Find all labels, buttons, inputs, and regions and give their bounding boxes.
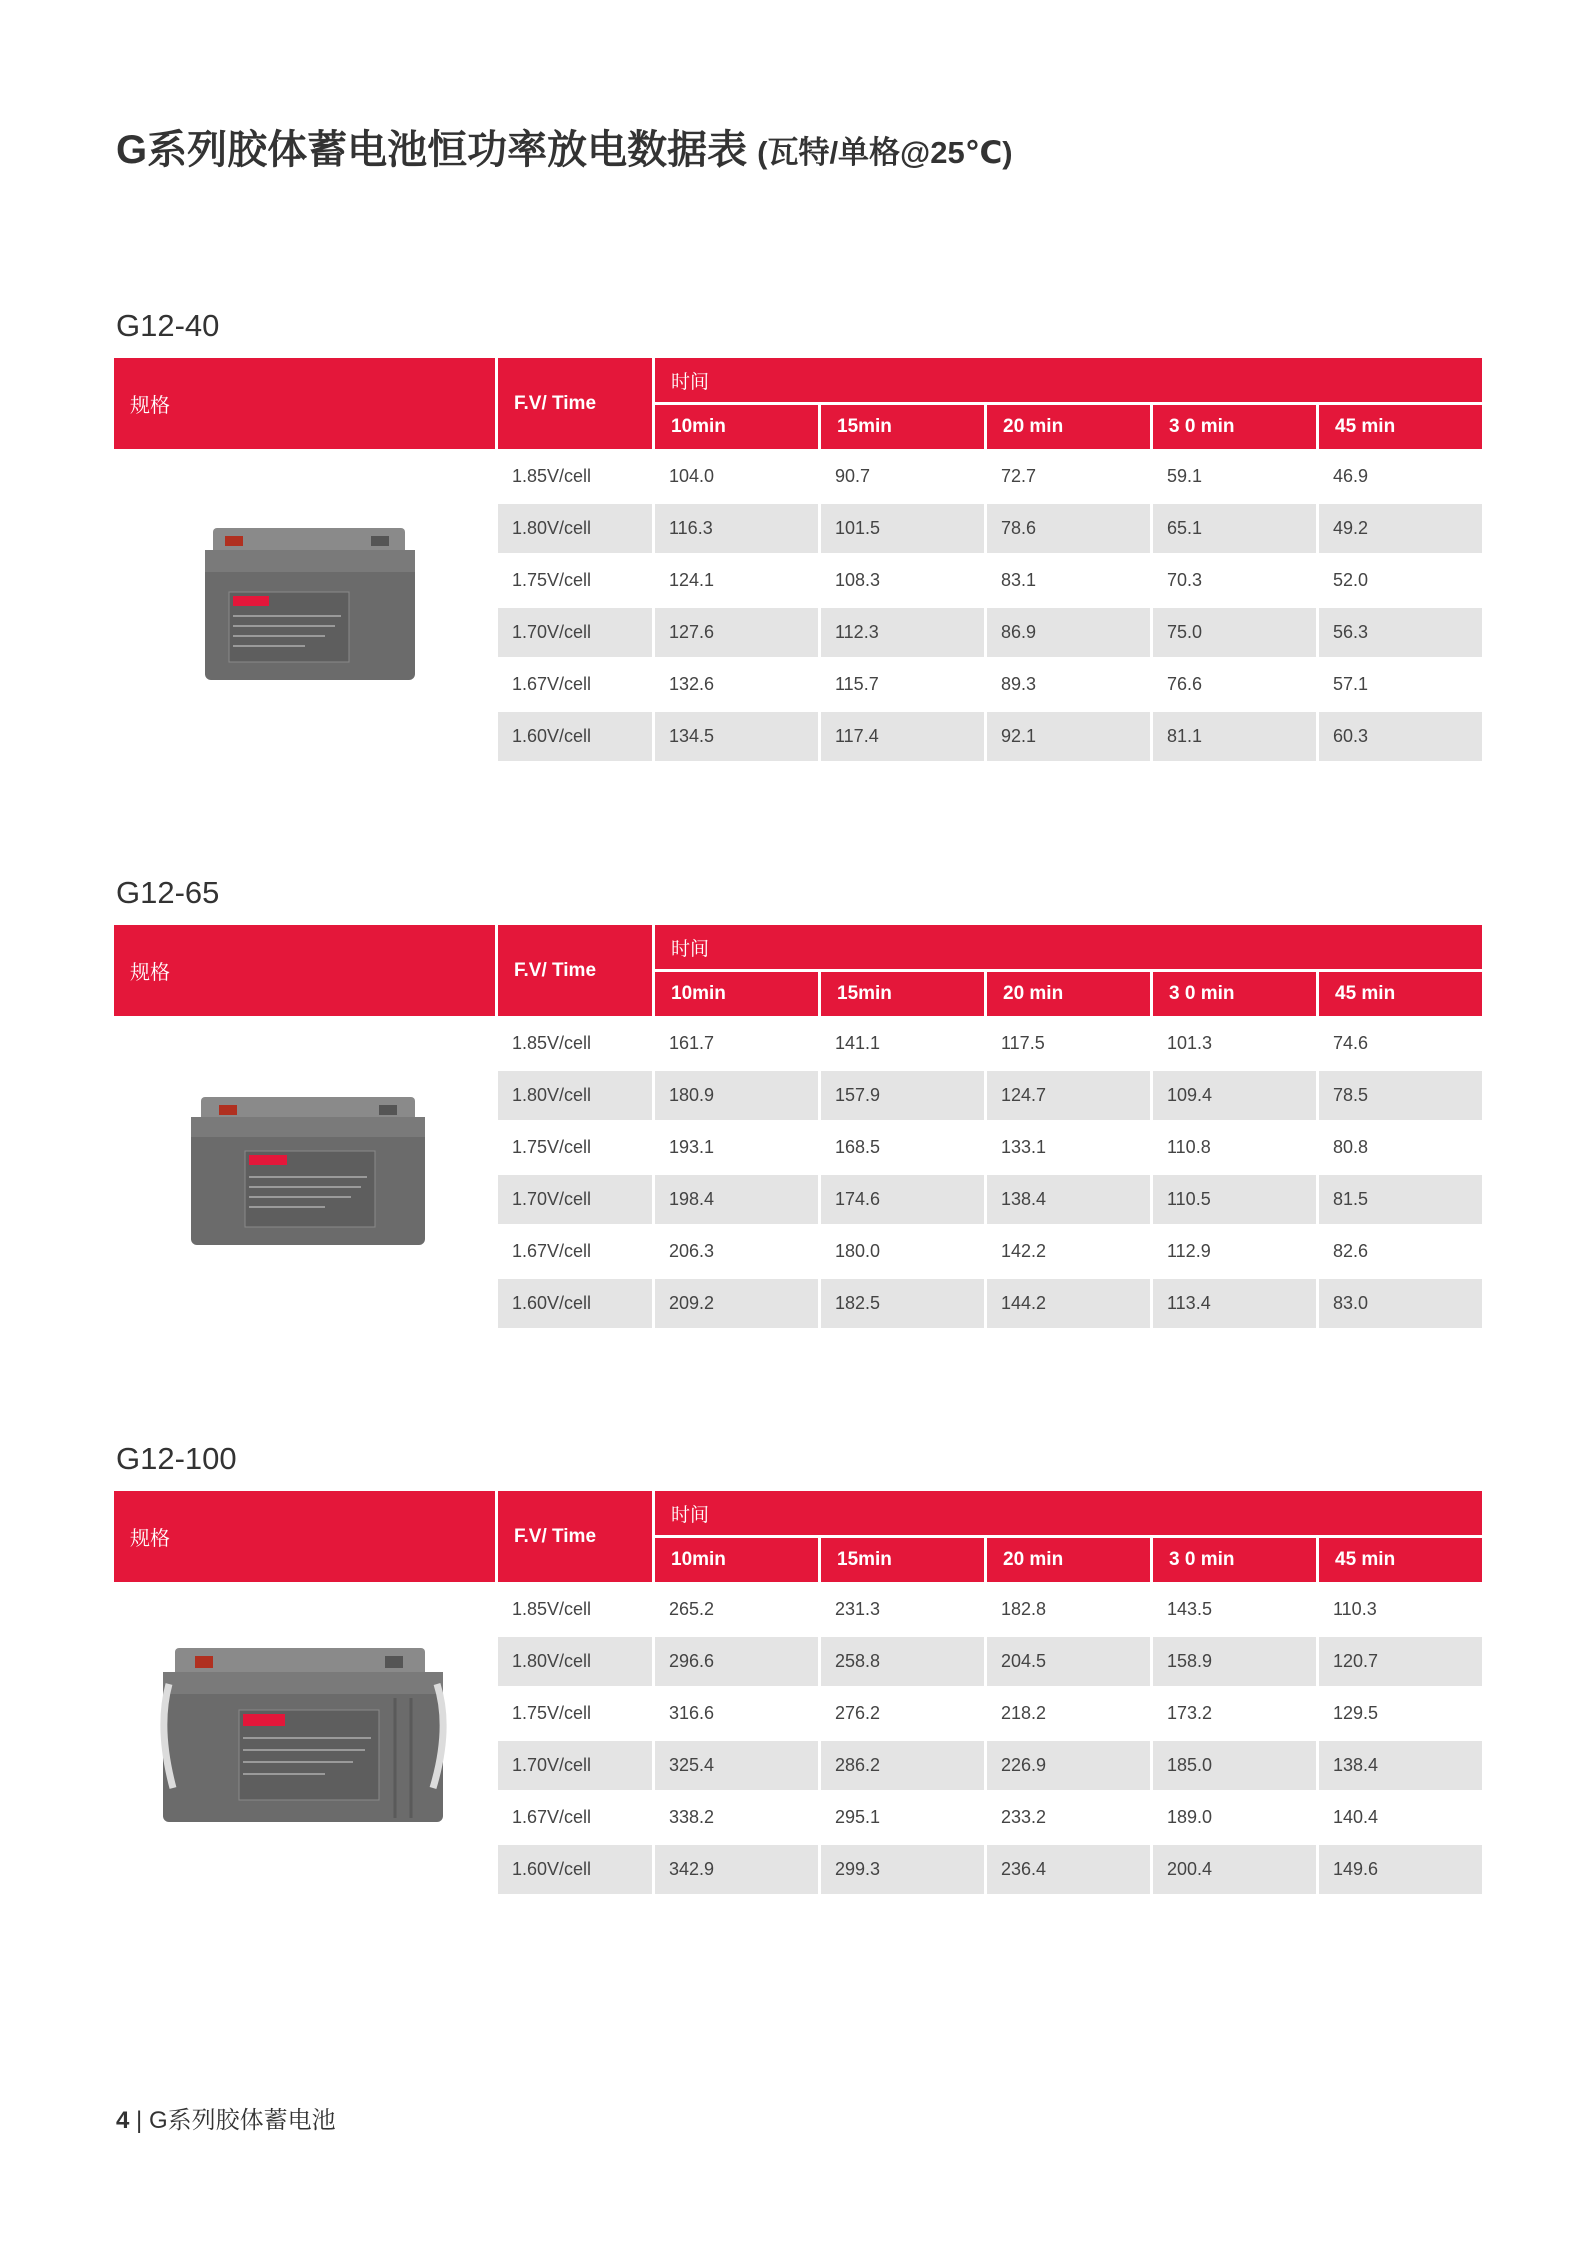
value-cell: 86.9 [987,605,1153,657]
fv-cell: 1.75V/cell [498,553,655,605]
value-cell: 149.6 [1319,1842,1482,1894]
value-cell: 74.6 [1319,1016,1482,1068]
header-time: 时间 [655,358,1482,405]
header-spec: 规格 [114,358,498,449]
value-cell: 296.6 [655,1634,821,1686]
header-col-45min: 45 min [1319,405,1482,449]
fv-cell: 1.85V/cell [498,1016,655,1068]
value-cell: 127.6 [655,605,821,657]
value-cell: 124.1 [655,553,821,605]
value-cell: 65.1 [1153,501,1319,553]
header-col-30min: 3 0 min [1153,1538,1319,1582]
value-cell: 101.5 [821,501,987,553]
fv-cell: 1.70V/cell [498,605,655,657]
page-title [116,118,1013,175]
header-col-20min: 20 min [987,405,1153,449]
fv-cell: 1.80V/cell [498,501,655,553]
section-title: G12-40 [116,308,220,343]
value-cell: 189.0 [1153,1790,1319,1842]
value-cell: 182.5 [821,1276,987,1328]
value-cell: 112.9 [1153,1224,1319,1276]
discharge-table [114,925,1482,1328]
value-cell: 158.9 [1153,1634,1319,1686]
value-cell: 108.3 [821,553,987,605]
value-cell: 120.7 [1319,1634,1482,1686]
value-cell: 141.1 [821,1016,987,1068]
fv-cell: 1.60V/cell [498,1276,655,1328]
table-row [114,1582,1482,1634]
value-cell: 204.5 [987,1634,1153,1686]
value-cell: 117.5 [987,1016,1153,1068]
value-cell: 276.2 [821,1686,987,1738]
value-cell: 218.2 [987,1686,1153,1738]
header-col-10min: 10min [655,1538,821,1582]
value-cell: 209.2 [655,1276,821,1328]
value-cell: 109.4 [1153,1068,1319,1120]
value-cell: 52.0 [1319,553,1482,605]
header-col-30min: 3 0 min [1153,405,1319,449]
value-cell: 200.4 [1153,1842,1319,1894]
battery-image-cell [114,1016,498,1328]
value-cell: 182.8 [987,1582,1153,1634]
value-cell: 113.4 [1153,1276,1319,1328]
fv-cell: 1.60V/cell [498,709,655,761]
value-cell: 140.4 [1319,1790,1482,1842]
value-cell: 110.3 [1319,1582,1482,1634]
battery-image-cell [114,1582,498,1894]
fv-cell: 1.75V/cell [498,1686,655,1738]
page-number: 4 [116,2107,130,2134]
value-cell: 193.1 [655,1120,821,1172]
header-col-20min: 20 min [987,972,1153,1016]
fv-cell: 1.85V/cell [498,449,655,501]
section-title: G12-100 [116,1441,237,1476]
value-cell: 101.3 [1153,1016,1319,1068]
fv-cell: 1.85V/cell [498,1582,655,1634]
value-cell: 117.4 [821,709,987,761]
battery-image [155,1638,455,1838]
header-spec: 规格 [114,1491,498,1582]
value-cell: 59.1 [1153,449,1319,501]
value-cell: 72.7 [987,449,1153,501]
fv-cell: 1.75V/cell [498,1120,655,1172]
value-cell: 89.3 [987,657,1153,709]
value-cell: 316.6 [655,1686,821,1738]
header-col-10min: 10min [655,405,821,449]
value-cell: 265.2 [655,1582,821,1634]
value-cell: 286.2 [821,1738,987,1790]
value-cell: 231.3 [821,1582,987,1634]
page-title-unit: (瓦特/单格@25℃) [757,135,1013,170]
header-col-10min: 10min [655,972,821,1016]
value-cell: 226.9 [987,1738,1153,1790]
value-cell: 143.5 [1153,1582,1319,1634]
value-cell: 233.2 [987,1790,1153,1842]
value-cell: 295.1 [821,1790,987,1842]
value-cell: 76.6 [1153,657,1319,709]
value-cell: 236.4 [987,1842,1153,1894]
value-cell: 206.3 [655,1224,821,1276]
value-cell: 173.2 [1153,1686,1319,1738]
header-col-45min: 45 min [1319,1538,1482,1582]
value-cell: 138.4 [1319,1738,1482,1790]
header-fv-time: F.V/ Time [498,358,655,449]
value-cell: 342.9 [655,1842,821,1894]
header-col-45min: 45 min [1319,972,1482,1016]
value-cell: 168.5 [821,1120,987,1172]
table-row [114,1016,1482,1068]
value-cell: 161.7 [655,1016,821,1068]
battery-image [175,1087,435,1257]
value-cell: 129.5 [1319,1686,1482,1738]
value-cell: 78.5 [1319,1068,1482,1120]
page-footer [116,2100,336,2135]
fv-cell: 1.70V/cell [498,1738,655,1790]
value-cell: 110.5 [1153,1172,1319,1224]
value-cell: 133.1 [987,1120,1153,1172]
value-cell: 115.7 [821,657,987,709]
value-cell: 180.9 [655,1068,821,1120]
value-cell: 80.8 [1319,1120,1482,1172]
value-cell: 92.1 [987,709,1153,761]
value-cell: 142.2 [987,1224,1153,1276]
value-cell: 138.4 [987,1172,1153,1224]
fv-cell: 1.70V/cell [498,1172,655,1224]
discharge-table [114,358,1482,761]
value-cell: 157.9 [821,1068,987,1120]
table-row [114,449,1482,501]
page-title-main: G系列胶体蓄电池恒功率放电数据表 [116,128,748,172]
fv-cell: 1.67V/cell [498,657,655,709]
fv-cell: 1.80V/cell [498,1634,655,1686]
battery-image [185,520,425,690]
header-col-20min: 20 min [987,1538,1153,1582]
value-cell: 49.2 [1319,501,1482,553]
fv-cell: 1.67V/cell [498,1224,655,1276]
value-cell: 46.9 [1319,449,1482,501]
value-cell: 75.0 [1153,605,1319,657]
header-col-30min: 3 0 min [1153,972,1319,1016]
value-cell: 57.1 [1319,657,1482,709]
value-cell: 78.6 [987,501,1153,553]
value-cell: 112.3 [821,605,987,657]
header-col-15min: 15min [821,405,987,449]
value-cell: 258.8 [821,1634,987,1686]
value-cell: 60.3 [1319,709,1482,761]
fv-cell: 1.60V/cell [498,1842,655,1894]
header-time: 时间 [655,925,1482,972]
header-time: 时间 [655,1491,1482,1538]
value-cell: 144.2 [987,1276,1153,1328]
value-cell: 83.0 [1319,1276,1482,1328]
value-cell: 90.7 [821,449,987,501]
value-cell: 110.8 [1153,1120,1319,1172]
value-cell: 83.1 [987,553,1153,605]
value-cell: 104.0 [655,449,821,501]
value-cell: 70.3 [1153,553,1319,605]
footer-separator: | [136,2107,143,2134]
value-cell: 56.3 [1319,605,1482,657]
value-cell: 338.2 [655,1790,821,1842]
value-cell: 174.6 [821,1172,987,1224]
value-cell: 132.6 [655,657,821,709]
header-col-15min: 15min [821,1538,987,1582]
header-fv-time: F.V/ Time [498,1491,655,1582]
header-col-15min: 15min [821,972,987,1016]
value-cell: 198.4 [655,1172,821,1224]
value-cell: 180.0 [821,1224,987,1276]
value-cell: 81.1 [1153,709,1319,761]
value-cell: 325.4 [655,1738,821,1790]
section-title: G12-65 [116,875,220,910]
fv-cell: 1.67V/cell [498,1790,655,1842]
fv-cell: 1.80V/cell [498,1068,655,1120]
battery-image-cell [114,449,498,761]
discharge-table [114,1491,1482,1894]
header-fv-time: F.V/ Time [498,925,655,1016]
header-spec: 规格 [114,925,498,1016]
value-cell: 81.5 [1319,1172,1482,1224]
value-cell: 299.3 [821,1842,987,1894]
value-cell: 134.5 [655,709,821,761]
footer-text: G系列胶体蓄电池 [148,2107,336,2134]
value-cell: 82.6 [1319,1224,1482,1276]
value-cell: 124.7 [987,1068,1153,1120]
value-cell: 185.0 [1153,1738,1319,1790]
value-cell: 116.3 [655,501,821,553]
